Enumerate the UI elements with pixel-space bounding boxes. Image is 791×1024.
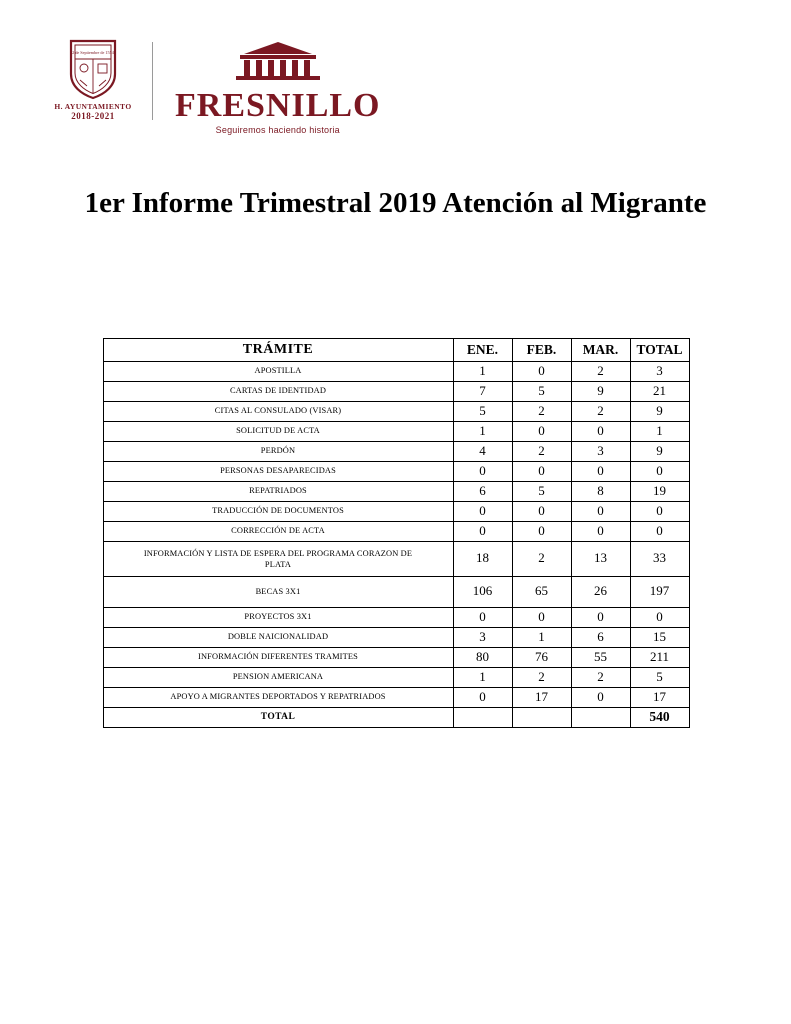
- cell-mar: 0: [571, 501, 630, 521]
- cell-ene: 106: [453, 577, 512, 607]
- row-label: SOLICITUD DE ACTA: [103, 421, 453, 441]
- cell-ene: 0: [453, 501, 512, 521]
- document-header: [0, 0, 791, 135]
- table-row: [103, 441, 689, 461]
- table-row: [103, 501, 689, 521]
- cell-ene: 0: [453, 607, 512, 627]
- cell-mar: 0: [571, 521, 630, 541]
- column-header-mar: MAR.: [571, 338, 630, 361]
- cell-mar: 13: [571, 541, 630, 577]
- row-label: INFORMACIÓN DIFERENTES TRAMITES: [103, 647, 453, 667]
- cell-feb: 76: [512, 647, 571, 667]
- cell-feb: 17: [512, 687, 571, 707]
- total-cell-mar: [571, 707, 630, 727]
- cell-feb: 2: [512, 541, 571, 577]
- row-label: PERDÓN: [103, 441, 453, 461]
- row-label: CITAS AL CONSULADO (VISAR): [103, 401, 453, 421]
- cell-ene: 5: [453, 401, 512, 421]
- cell-total: 15: [630, 627, 689, 647]
- svg-text:2 de Septiembre de 1554: 2 de Septiembre de 1554: [72, 50, 114, 55]
- fresnillo-building-icon: [210, 40, 346, 87]
- cell-feb: 2: [512, 667, 571, 687]
- table-row: [103, 401, 689, 421]
- cell-mar: 2: [571, 401, 630, 421]
- cell-ene: 18: [453, 541, 512, 577]
- cell-total: 0: [630, 607, 689, 627]
- cell-ene: 0: [453, 521, 512, 541]
- cell-total: 5: [630, 667, 689, 687]
- cell-total: 3: [630, 361, 689, 381]
- cell-feb: 2: [512, 401, 571, 421]
- row-label: APOSTILLA: [103, 361, 453, 381]
- row-label: INFORMACIÓN Y LISTA DE ESPERA DEL PROGRAMA CORAZON DE PLATA: [103, 541, 453, 577]
- table-row: [103, 687, 689, 707]
- cell-ene: 7: [453, 381, 512, 401]
- table-row: [103, 421, 689, 441]
- total-cell-feb: [512, 707, 571, 727]
- row-label: REPATRIADOS: [103, 481, 453, 501]
- cell-total: 0: [630, 521, 689, 541]
- brand-name: FRESNILLO: [175, 87, 381, 124]
- row-label: CARTAS DE IDENTIDAD: [103, 381, 453, 401]
- row-label: BECAS 3X1: [103, 577, 453, 607]
- cell-mar: 6: [571, 627, 630, 647]
- cell-ene: 80: [453, 647, 512, 667]
- cell-ene: 1: [453, 361, 512, 381]
- cell-ene: 6: [453, 481, 512, 501]
- table-row: [103, 541, 689, 577]
- cell-mar: 0: [571, 607, 630, 627]
- column-header-tramite: TRÁMITE: [103, 338, 453, 361]
- table-header-row: [103, 338, 689, 361]
- table-row: [103, 521, 689, 541]
- cell-feb: 0: [512, 461, 571, 481]
- table-header: [103, 338, 689, 361]
- fresnillo-brand: [175, 38, 381, 135]
- row-label: PROYECTOS 3X1: [103, 607, 453, 627]
- row-label: PERSONAS DESAPARECIDAS: [103, 461, 453, 481]
- table-row: [103, 647, 689, 667]
- cell-ene: 1: [453, 421, 512, 441]
- row-label: TRADUCCIÓN DE DOCUMENTOS: [103, 501, 453, 521]
- cell-total: 33: [630, 541, 689, 577]
- cell-mar: 2: [571, 361, 630, 381]
- cell-feb: 0: [512, 361, 571, 381]
- table-row: [103, 361, 689, 381]
- cell-feb: 0: [512, 501, 571, 521]
- coat-of-arms-icon: [67, 38, 119, 100]
- table-row: [103, 607, 689, 627]
- cell-ene: 1: [453, 667, 512, 687]
- cell-mar: 3: [571, 441, 630, 461]
- row-label: CORRECCIÓN DE ACTA: [103, 521, 453, 541]
- cell-feb: 2: [512, 441, 571, 461]
- page-title: 1er Informe Trimestral 2019 Atención al Migrante: [84, 187, 707, 219]
- row-label: PENSION AMERICANA: [103, 667, 453, 687]
- grand-total-value: 540: [630, 707, 689, 727]
- cell-mar: 2: [571, 667, 630, 687]
- cell-total: 17: [630, 687, 689, 707]
- cell-ene: 3: [453, 627, 512, 647]
- cell-feb: 5: [512, 481, 571, 501]
- cell-mar: 8: [571, 481, 630, 501]
- cell-mar: 9: [571, 381, 630, 401]
- cell-ene: 0: [453, 687, 512, 707]
- column-header-feb: FEB.: [512, 338, 571, 361]
- brand-tagline: Seguiremos haciendo historia: [215, 125, 340, 135]
- cell-total: 1: [630, 421, 689, 441]
- column-header-ene: ENE.: [453, 338, 512, 361]
- table-total-row: [103, 707, 689, 727]
- cell-feb: 0: [512, 607, 571, 627]
- cell-feb: 5: [512, 381, 571, 401]
- column-header-total: TOTAL: [630, 338, 689, 361]
- table-row: [103, 667, 689, 687]
- table-row: [103, 577, 689, 607]
- table-row: [103, 381, 689, 401]
- table-body: [103, 361, 689, 727]
- row-label: DOBLE NAICIONALIDAD: [103, 627, 453, 647]
- total-cell-ene: [453, 707, 512, 727]
- cell-total: 211: [630, 647, 689, 667]
- cell-mar: 26: [571, 577, 630, 607]
- cell-total: 9: [630, 401, 689, 421]
- table-row: [103, 461, 689, 481]
- report-table-container: [103, 338, 689, 728]
- cell-mar: 0: [571, 421, 630, 441]
- coat-of-arms-block: [50, 38, 136, 121]
- crest-caption: H. AYUNTAMIENTO: [54, 102, 132, 111]
- cell-feb: 65: [512, 577, 571, 607]
- cell-total: 9: [630, 441, 689, 461]
- migrant-report-table: [103, 338, 690, 728]
- cell-total: 21: [630, 381, 689, 401]
- cell-ene: 0: [453, 461, 512, 481]
- cell-mar: 0: [571, 461, 630, 481]
- cell-feb: 0: [512, 421, 571, 441]
- cell-total: 0: [630, 461, 689, 481]
- total-row-label: TOTAL: [103, 707, 453, 727]
- row-label: APOYO A MIGRANTES DEPORTADOS Y REPATRIADOS: [103, 687, 453, 707]
- crest-years: 2018-2021: [71, 111, 115, 122]
- cell-feb: 0: [512, 521, 571, 541]
- cell-ene: 4: [453, 441, 512, 461]
- table-row: [103, 481, 689, 501]
- table-row: [103, 627, 689, 647]
- cell-mar: 0: [571, 687, 630, 707]
- cell-total: 0: [630, 501, 689, 521]
- cell-mar: 55: [571, 647, 630, 667]
- cell-total: 19: [630, 481, 689, 501]
- cell-total: 197: [630, 577, 689, 607]
- header-divider: [152, 42, 153, 120]
- cell-feb: 1: [512, 627, 571, 647]
